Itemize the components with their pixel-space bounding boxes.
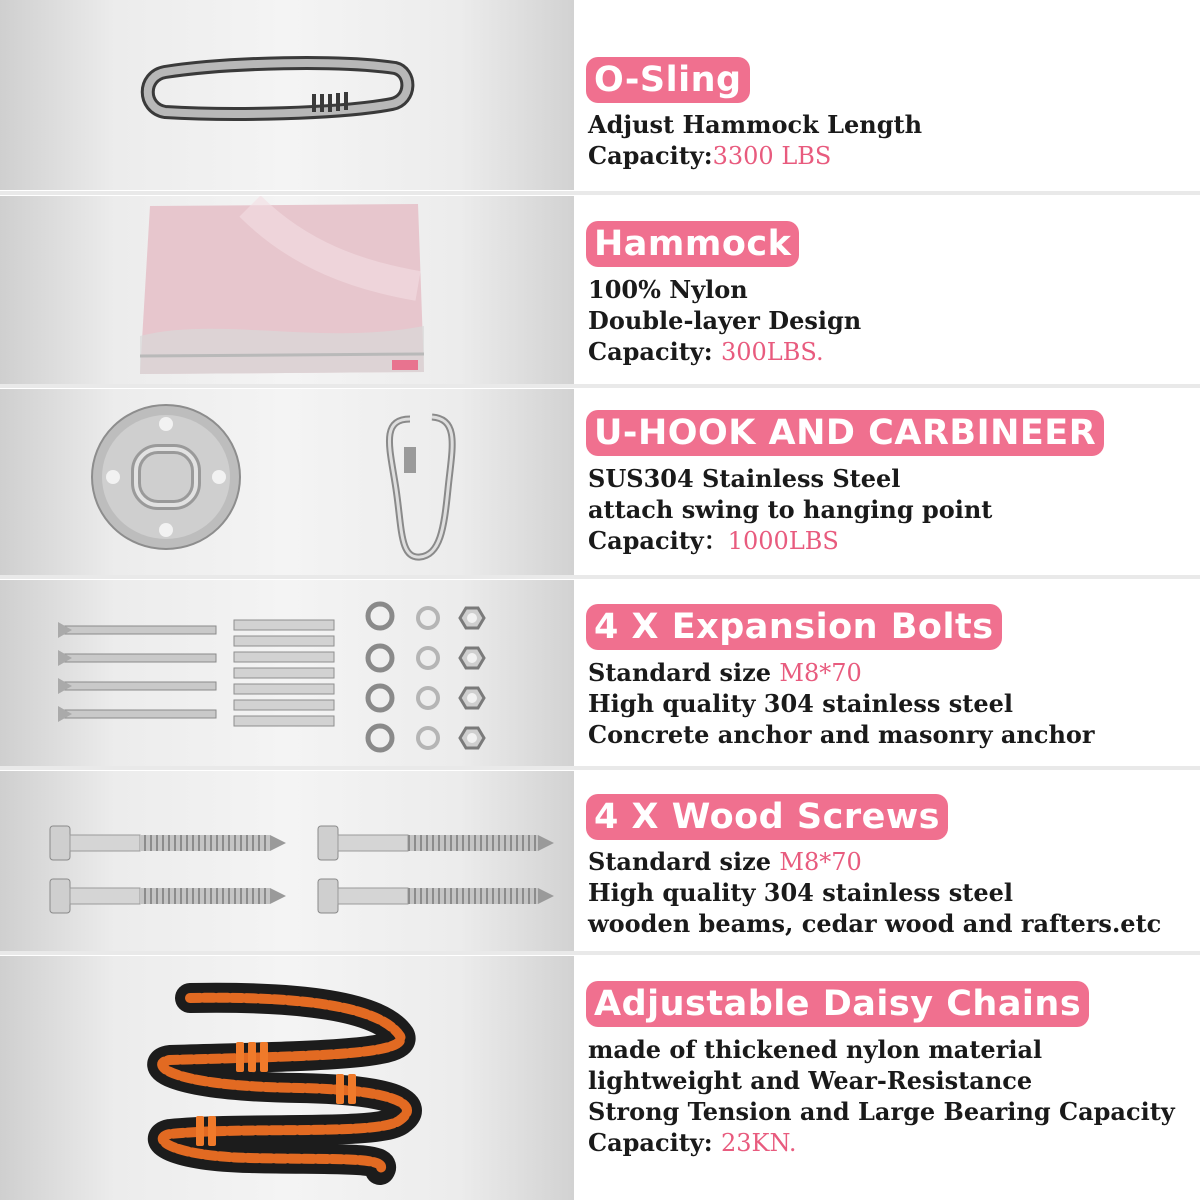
daisy-chains-text	[586, 956, 1200, 1200]
item-description: Strong Tension and Large Bearing Capacity	[588, 1097, 1175, 1126]
item-description: High quality 304 stainless steel	[588, 878, 1013, 907]
divider	[0, 384, 1200, 388]
capacity-value: 300LBS.	[720, 338, 824, 366]
u-hook-carabiner-icon	[0, 389, 574, 575]
item-capacity	[588, 1128, 797, 1158]
size-value: M8*70	[779, 659, 862, 687]
expansion-bolts-image	[0, 580, 574, 766]
capacity-label: Capacity：	[588, 526, 728, 555]
item-capacity	[588, 337, 824, 367]
o-sling-text	[586, 0, 1200, 190]
item-description: attach swing to hanging point	[588, 495, 993, 524]
item-description: SUS304 Stainless Steel	[588, 464, 901, 493]
item-description: Concrete anchor and masonry anchor	[588, 720, 1095, 749]
o-sling-icon	[0, 0, 574, 190]
wood-screws-image	[0, 771, 574, 951]
hammock-image	[0, 196, 574, 384]
capacity-value: 1000LBS	[727, 527, 839, 555]
daisy-chains-image	[0, 956, 574, 1200]
divider	[0, 575, 1200, 579]
item-description: wooden beams, cedar wood and rafters.etc	[588, 909, 1162, 938]
row-u-hook	[0, 389, 1200, 575]
item-description: made of thickened nylon material	[588, 1035, 1043, 1064]
item-title: O-Sling	[586, 57, 750, 103]
row-expansion-bolts	[0, 580, 1200, 766]
item-title: Hammock	[586, 221, 799, 267]
item-size	[588, 658, 862, 688]
capacity-label: Capacity:	[588, 141, 713, 170]
u-hook-image	[0, 389, 574, 575]
item-description: 100% Nylon	[588, 275, 748, 304]
daisy-chain-icon	[0, 956, 574, 1200]
o-sling-image	[0, 0, 574, 190]
item-size	[588, 847, 862, 877]
item-title: Adjustable Daisy Chains	[586, 981, 1089, 1027]
u-hook-text	[586, 389, 1200, 575]
size-value: M8*70	[779, 848, 862, 876]
folded-hammock-icon	[0, 196, 574, 384]
wood-screws-text	[586, 771, 1200, 951]
size-label: Standard size	[588, 847, 780, 876]
wood-screws-icon	[0, 771, 574, 951]
row-daisy-chains	[0, 956, 1200, 1200]
item-title: 4 X Wood Screws	[586, 794, 948, 840]
expansion-bolts-icon	[0, 580, 574, 766]
row-wood-screws	[0, 771, 1200, 951]
divider	[0, 766, 1200, 770]
expansion-bolts-text	[586, 580, 1200, 766]
capacity-value: 23KN.	[720, 1129, 797, 1157]
row-hammock	[0, 196, 1200, 384]
divider	[0, 191, 1200, 195]
item-description: Double-layer Design	[588, 306, 862, 335]
row-o-sling	[0, 0, 1200, 190]
divider	[0, 951, 1200, 955]
item-description: Adjust Hammock Length	[588, 110, 923, 139]
item-title: 4 X Expansion Bolts	[586, 604, 1002, 650]
item-capacity	[588, 526, 839, 556]
hammock-text	[586, 196, 1200, 384]
capacity-label: Capacity:	[588, 337, 721, 366]
capacity-label: Capacity:	[588, 1128, 721, 1157]
item-description: lightweight and Wear-Resistance	[588, 1066, 1033, 1095]
item-capacity	[588, 141, 831, 171]
item-description: High quality 304 stainless steel	[588, 689, 1013, 718]
capacity-value: 3300 LBS	[712, 142, 832, 170]
item-title: U-HOOK AND CARBINEER	[586, 410, 1104, 456]
size-label: Standard size	[588, 658, 780, 687]
